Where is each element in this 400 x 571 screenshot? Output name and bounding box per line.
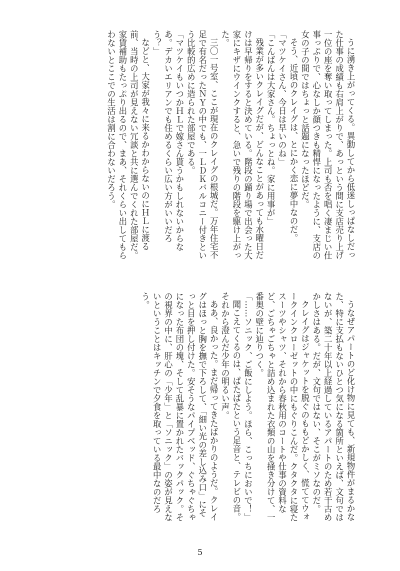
dialogue-line: 「……ソニック、ご飯にしよう。ほら、こっちにおいで！」 xyxy=(243,292,254,522)
text-tier-bottom xyxy=(48,292,356,522)
dialogue-line: 「マツケイもいつかＨＬで嫁さん貰うかもしれないからなあ。デカいエリアンでも住めるくらい広い方がいいだろう？」 xyxy=(152,30,185,251)
paragraph: 聞こえてくるのは、ぱたぱたという足音と、テレビの音。それから澄んだ少年の明るい声。 xyxy=(220,292,242,522)
paragraph: うに湧き上がってくる。異動してから低迷しっぱなしだった仕事の成績も右肩上がりで、あっという間に支店売り上げ一位の座を奪い取ってしまった。上司も否を唱く凄まじい仕事っぷりで、心なしか顔つきも精悍になったように、支店の女の子の間ではちょっと話題になったほどだ。 xyxy=(300,30,356,260)
paragraph: うなぜアパートのど化け物に見ても、新規物件がまるかなた、特に支払もないひとつ気になる箇所といえば、文句ではないが、築二十年以上経過しているアパートのため若干古めかしさはある。だが、文句ではない、そこがミソなのだ。 xyxy=(311,292,356,522)
paragraph: 残業が多いクレイグだが、どんなことがあっても水曜日だけは早帰りをすると決めている。階段の踊り場で出会った大家にキザにウインクすると、急いで残りの階段を駆け上がった。 xyxy=(220,30,265,260)
paragraph: そう、近頃のクレイグは、とにかく恋に夢中なのだ。 xyxy=(288,38,299,243)
text-tier-top xyxy=(48,30,356,260)
paragraph: ああ、良かった。まだ帰ってきたばかりのようだ。クレイグはほっと胸を撫で下ろして、「細い光の差し込み口」にそっと目を押し付けた。安そうなパイプベッド、ぐちゃぐちゃになった布団の塊、そして乱暴に置かれたバックパック。その視界の中に、肝心の「少年」と「ソニック」の姿が見えないということはキッチンで夕食を取っている最中なのだろう。 xyxy=(140,292,220,522)
dialogue-line: 「こんばんは大家さん。ちょっとね。家に用事が」 xyxy=(266,30,277,226)
paragraph: クレイグはジャケットを脱ぐのももどかしく、慌ててウォークインクローゼットの中にもぐりこんだ。クタクタに寝たスーツやシャツ、それから春秋用のコートや仕事の資料など、ごちゃごちゃと詰め込まれた衣類の山を掻き分けて、一番奥の壁に辿りつく。 xyxy=(254,292,311,522)
paragraph: などと、大家が我々に来るかわからないのにＨＬに渡る前、当時の上司が見えない冗談と共に選んでくれた部屋だ。家賃補助もたっぷり出るので、まあ、それくらい出してもらわないとここでの生活は割に合わないだろう。 xyxy=(106,30,151,260)
paragraph: 三〇一号室、ここが現在のクレイグの根城だ。万年住宅不足で有名だったＮＹの中でも、一ＬＤＫバルコニー付きという比較的広めに造られた部屋である。 xyxy=(186,30,220,260)
dialogue-line: 「マツケイさん、今日は早いのね」 xyxy=(277,30,288,166)
page-number: 5 xyxy=(197,548,203,557)
